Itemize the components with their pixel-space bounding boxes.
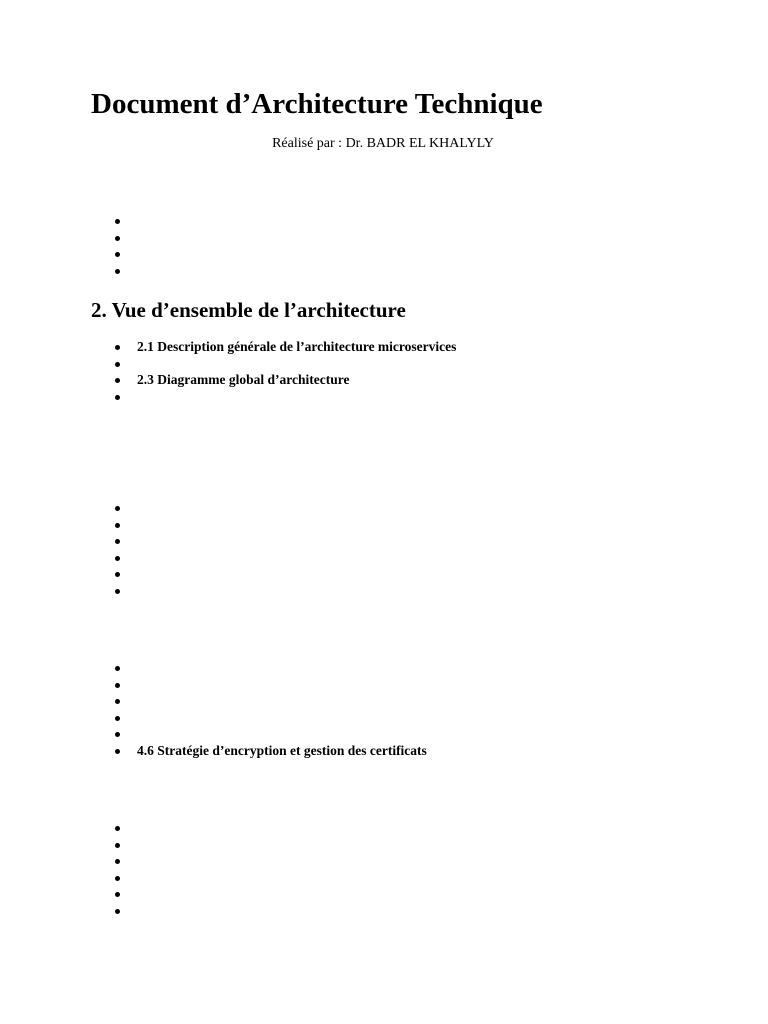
list-item [0,886,137,903]
section-heading-overview: 2. Vue d’ensemble de l’architecture [91,298,406,322]
list-item [0,726,427,743]
list-item [0,837,137,854]
author-line: Réalisé par : Dr. BADR EL KHALYLY [272,136,494,151]
section3-bullet-list [0,500,137,600]
list-item [0,213,137,230]
list-item [0,677,427,694]
list-item [0,356,456,373]
list-item [0,389,456,406]
overview-bullet-list [0,339,456,405]
document-title: Document d’Architecture Technique [91,88,543,120]
list-item [0,263,137,280]
section5-bullet-list [0,820,137,920]
list-item [0,693,427,710]
list-item: 4.6 Stratégie d’encryption et gestion des certificats [0,743,427,760]
list-item [0,230,137,247]
list-item: 2.1 Description générale de l’architecture microservices [0,339,456,356]
list-item [0,246,137,263]
list-item [0,550,137,567]
list-item [0,853,137,870]
list-item [0,583,137,600]
list-item [0,903,137,920]
list-item [0,500,137,517]
list-item: 2.3 Diagramme global d’architecture [0,372,456,389]
list-item [0,870,137,887]
intro-bullet-list [0,213,137,279]
list-item [0,517,137,534]
section4-bullet-list [0,660,427,760]
list-item [0,533,137,550]
list-item [0,566,137,583]
list-item [0,820,137,837]
list-item [0,660,427,677]
list-item [0,710,427,727]
